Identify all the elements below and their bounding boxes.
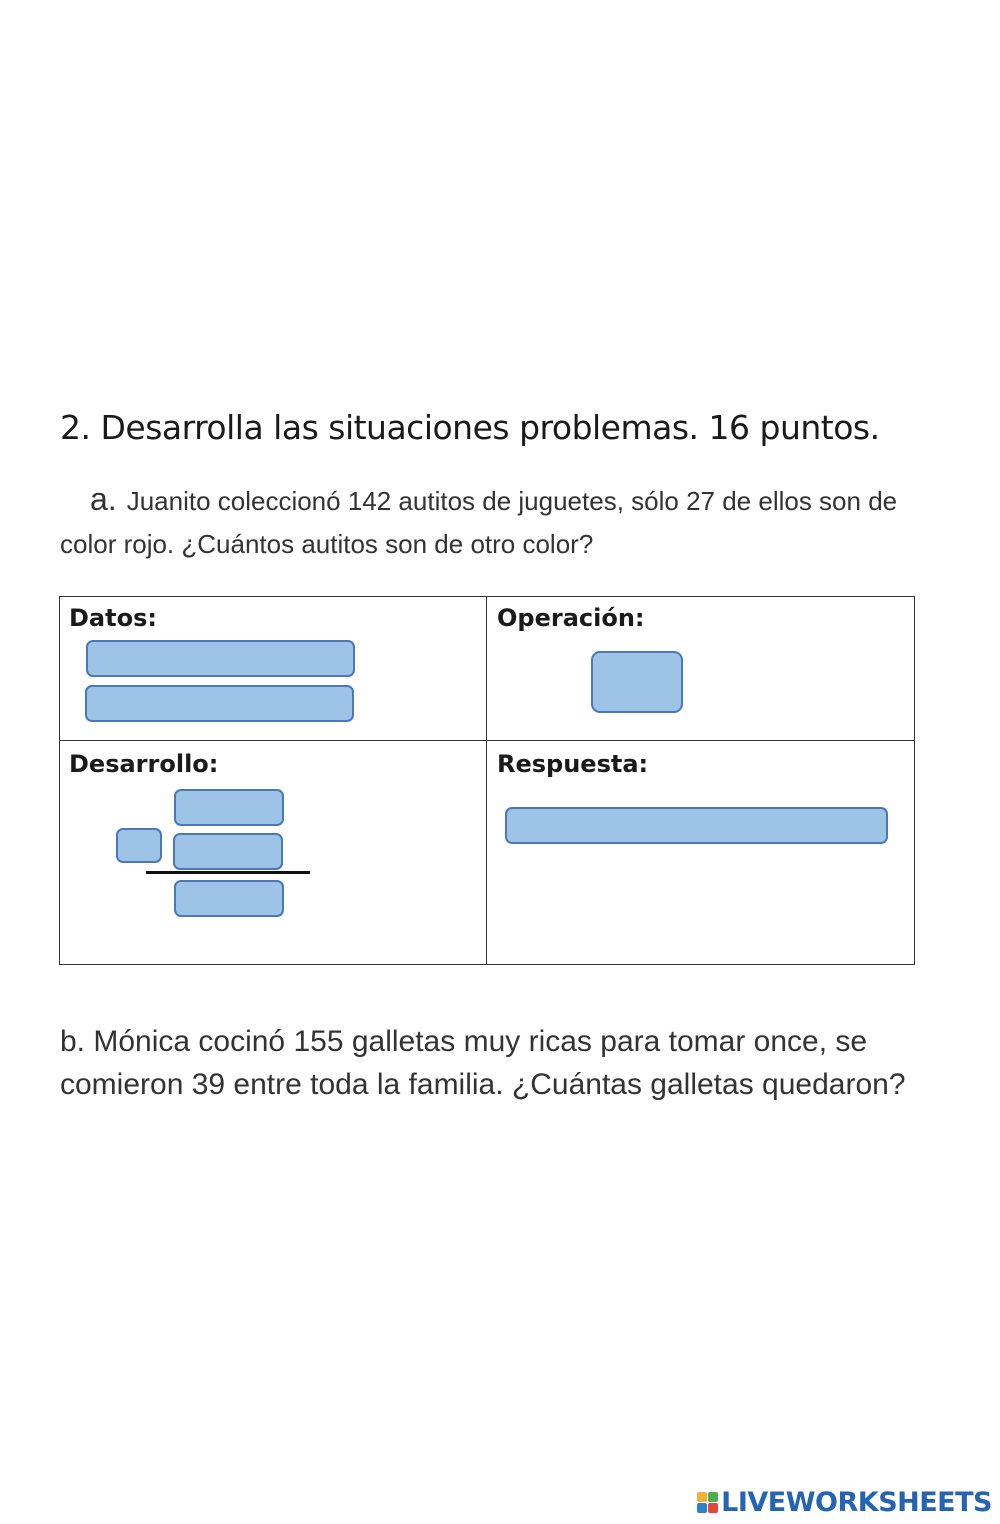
datos-input-1[interactable]	[86, 640, 355, 677]
problem-a-text: Juanito coleccionó 142 autitos de juguetes, sólo 27 de ellos son de color rojo. ¿Cuántos autitos son de otro color?	[60, 486, 898, 559]
liveworksheets-logo-icon	[697, 1492, 718, 1513]
datos-label: Datos:	[69, 604, 157, 632]
desarrollo-operator-input[interactable]	[116, 828, 162, 863]
logo-mark-cell	[697, 1492, 707, 1502]
problem-a	[60, 478, 930, 566]
subtraction-line	[146, 871, 310, 874]
table-divider-vertical	[486, 596, 487, 965]
logo-text: LIVEWORKSHEETS	[721, 1487, 992, 1518]
desarrollo-subtrahend-input[interactable]	[173, 833, 283, 870]
desarrollo-result-input[interactable]	[174, 880, 284, 917]
logo-mark-cell	[708, 1492, 718, 1502]
problem-b: b. Mónica cocinó 155 galletas muy ricas para tomar once, se comieron 39 entre toda la familia. ¿Cuántas galletas quedaron?	[60, 1025, 906, 1101]
problem-a-letter: a.	[90, 481, 117, 517]
section-heading: 2. Desarrolla las situaciones problemas. 16 puntos.	[60, 408, 880, 447]
liveworksheets-logo	[697, 1487, 992, 1518]
datos-input-2[interactable]	[85, 685, 354, 722]
logo-mark-cell	[697, 1503, 707, 1513]
respuesta-label: Respuesta:	[497, 750, 649, 778]
desarrollo-label: Desarrollo:	[69, 750, 219, 778]
operacion-input[interactable]	[591, 651, 683, 713]
operacion-label: Operación:	[497, 604, 645, 632]
table-divider-horizontal	[59, 740, 915, 741]
logo-mark-cell	[708, 1503, 718, 1513]
desarrollo-minuend-input[interactable]	[174, 789, 284, 826]
respuesta-input[interactable]	[505, 807, 888, 844]
